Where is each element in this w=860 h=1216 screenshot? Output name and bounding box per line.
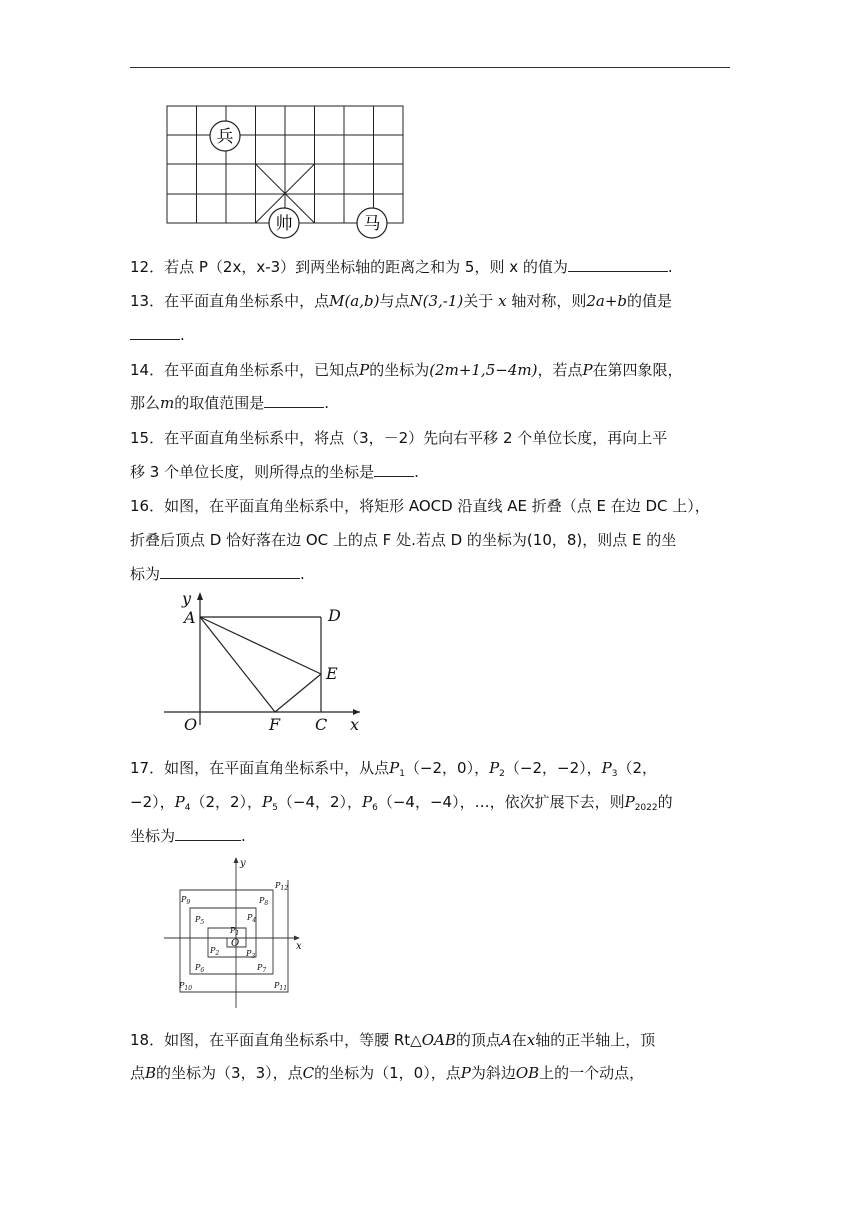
spiral-label-p5: $P_5$ <box>195 915 205 926</box>
q18-ob: OB <box>515 1064 540 1082</box>
spiral-label-p10: $P_{10}$ <box>179 981 193 992</box>
spiral-label-p4: $P_4$ <box>247 913 257 924</box>
q17-p5: P <box>262 793 273 811</box>
q17-text-b: −2）， <box>130 793 175 811</box>
segment-af <box>200 617 275 712</box>
fold-rectangle-figure <box>160 590 370 740</box>
question-18-line2 <box>130 1063 644 1083</box>
q18-oab: OAB <box>421 1031 456 1049</box>
q17-text-d: 坐标为 <box>130 827 176 845</box>
q13-x: x <box>498 292 507 310</box>
question-16-line1 <box>130 496 710 516</box>
spiral-x-arrow <box>294 936 300 941</box>
label-e: E <box>326 664 338 683</box>
q17-p3: P <box>601 759 612 777</box>
q16-text-3: 标为 <box>130 565 161 583</box>
q17-p5-sub: 5 <box>272 803 278 813</box>
q12-text: 12．若点 P（2x，x-3）到两坐标轴的距离之和为 5，则 x 的值为 <box>130 258 568 276</box>
question-14-line2 <box>130 393 329 413</box>
spiral-label-p3: $P_3$ <box>246 949 256 960</box>
q13-point-n: N(3,-1) <box>409 292 464 310</box>
q17-p6-sub: 6 <box>372 803 378 813</box>
question-16-line2 <box>130 530 676 550</box>
spiral-label-p2: $P_2$ <box>210 946 220 957</box>
question-15-line2 <box>130 462 419 482</box>
q17-p1-sub: 1 <box>399 769 405 779</box>
q15-end: . <box>414 463 419 481</box>
q13-text-d: 轴对称，则 <box>511 292 587 310</box>
q18-text-c: 在 <box>511 1031 527 1049</box>
q14-text-b: 的坐标为 <box>369 361 430 379</box>
piece-bing-label: 兵 <box>216 127 234 147</box>
question-16-line3 <box>130 564 305 584</box>
spiral-points-figure <box>160 852 310 1012</box>
spiral-label-p1: $P_1$ <box>230 926 240 937</box>
q18-text-d: 轴的正半轴上，顶 <box>535 1031 656 1049</box>
q15-text-1: 15．在平面直角坐标系中，将点（3，－2）先向右平移 2 个单位长度，再向上平 <box>130 429 668 447</box>
q18-text-i: 上的一个动点， <box>539 1064 645 1082</box>
q14-m: m <box>160 394 175 412</box>
label-f: F <box>269 715 281 734</box>
spiral-label-p12: $P_{12}$ <box>275 881 289 892</box>
spiral-label-x: x <box>296 941 302 952</box>
chess-board-figure <box>150 96 420 244</box>
q18-text-f: 的坐标为（3，3），点 <box>156 1064 303 1082</box>
q17-pn: P <box>624 793 635 811</box>
q17-answer-blank <box>175 826 241 841</box>
spiral-label-y: y <box>240 858 246 869</box>
question-17-line1 <box>130 758 657 784</box>
q17-p1: P <box>389 759 400 777</box>
question-14-line1 <box>130 360 683 380</box>
q14-text-a: 14．在平面直角坐标系中，已知点 <box>130 361 360 379</box>
q14-text-e: 那么 <box>130 394 161 412</box>
q13-text-e: 的值是 <box>627 292 673 310</box>
q13-text-a: 13．在平面直角坐标系中，点 <box>130 292 330 310</box>
spiral-label-p7: $P_7$ <box>257 963 267 974</box>
label-o: O <box>184 715 198 734</box>
q18-c: C <box>302 1064 315 1082</box>
spiral-label-p6: $P_6$ <box>195 963 205 974</box>
segment-fe <box>275 674 321 712</box>
q16-answer-blank <box>160 564 300 579</box>
header-rule <box>130 67 730 68</box>
q16-text-1: 16．如图，在平面直角坐标系中，将矩形 AOCD 沿直线 AE 折叠（点 E 在边 DC 上）， <box>130 497 710 515</box>
question-15-line1 <box>130 428 667 448</box>
label-y: y <box>182 590 192 608</box>
q18-text-h: 为斜边 <box>470 1064 516 1082</box>
fold-line-ae <box>200 617 321 674</box>
q14-text-d: 在第四象限， <box>592 361 683 379</box>
q17-p2: P <box>489 759 500 777</box>
q12-end: . <box>667 258 673 276</box>
q17-p3-sub: 3 <box>611 769 618 779</box>
spiral-y-arrow <box>234 857 239 863</box>
q15-answer-blank <box>374 462 414 477</box>
q13-expr: 2a+b <box>586 292 627 310</box>
q15-text-2: 移 3 个单位长度，则所得点的坐标是 <box>130 463 375 481</box>
q18-text-e: 点 <box>130 1064 146 1082</box>
label-a: A <box>184 608 196 627</box>
spiral-label-p8: $P_8$ <box>259 896 269 907</box>
q17-text-a: 17．如图，在平面直角坐标系中，从点 <box>130 759 390 777</box>
spiral-label-p11: $P_{11}$ <box>274 981 288 992</box>
q17-p2-coord: （−2，−2）， <box>504 759 602 777</box>
q17-p2-sub: 2 <box>499 769 505 779</box>
q18-p: P <box>460 1064 471 1082</box>
spiral-path <box>180 880 288 992</box>
q14-end: . <box>324 394 330 412</box>
q18-b: B <box>145 1064 157 1082</box>
q18-text-b: 的顶点 <box>455 1031 501 1049</box>
label-c: C <box>315 715 328 734</box>
q17-p1-coord: （−2，0）， <box>404 759 490 777</box>
q13-end: . <box>180 326 185 344</box>
question-13-line2 <box>130 325 185 345</box>
question-17-line2 <box>130 792 673 818</box>
q18-text-g: 的坐标为（1，0），点 <box>314 1064 461 1082</box>
question-18-line1 <box>130 1030 655 1050</box>
q16-text-2: 折叠后顶点 D 恰好落在边 OC 上的点 F 处.若点 D 的坐标为(10，8)，则点 E 的坐 <box>130 531 677 549</box>
spiral-label-p9: $P_9$ <box>181 895 191 906</box>
piece-shuai-label: 帅 <box>275 214 293 234</box>
q12-answer-blank <box>568 257 668 272</box>
piece-ma-label: 马 <box>363 214 381 234</box>
q13-text-b: 与点 <box>379 292 410 310</box>
q17-p4-sub: 4 <box>184 803 191 813</box>
q14-p: P <box>359 361 370 379</box>
spiral-label-o: O <box>231 938 240 949</box>
q14-coord: (2m+1,5−4m) <box>429 361 538 379</box>
q18-text-a: 18．如图，在平面直角坐标系中，等腰 Rt△ <box>130 1031 422 1049</box>
q13-point-m: M(a,b) <box>329 292 380 310</box>
question-13-line1 <box>130 291 672 311</box>
q14-text-c: ，若点 <box>537 361 583 379</box>
q17-p3-coord: （2， <box>617 759 658 777</box>
q14-p2: P <box>582 361 593 379</box>
question-17-line3 <box>130 826 246 846</box>
q14-answer-blank <box>264 393 324 408</box>
q18-a: A <box>500 1031 512 1049</box>
q17-end: . <box>241 827 246 845</box>
question-12 <box>130 257 673 277</box>
piece-bing <box>210 121 240 151</box>
q13-answer-blank <box>130 325 180 340</box>
q17-text-c: 的 <box>657 793 673 811</box>
q17-p6-coord: （−4，−4），…，依次扩展下去，则 <box>377 793 625 811</box>
label-d: D <box>328 606 341 625</box>
piece-ma <box>357 208 387 238</box>
piece-shuai <box>269 208 299 238</box>
q16-end: . <box>300 565 305 583</box>
q17-pn-sub: 2022 <box>634 803 658 813</box>
q17-p6: P <box>362 793 373 811</box>
q14-text-f: 的取值范围是 <box>174 394 265 412</box>
y-axis-arrow <box>197 592 203 600</box>
q13-text-c: 关于 <box>463 292 494 310</box>
q17-p4-coord: （2，2）， <box>190 793 263 811</box>
q17-p5-coord: （−4，2）， <box>277 793 363 811</box>
q17-p4: P <box>174 793 185 811</box>
q18-x: x <box>526 1031 536 1049</box>
label-x: x <box>350 715 360 734</box>
